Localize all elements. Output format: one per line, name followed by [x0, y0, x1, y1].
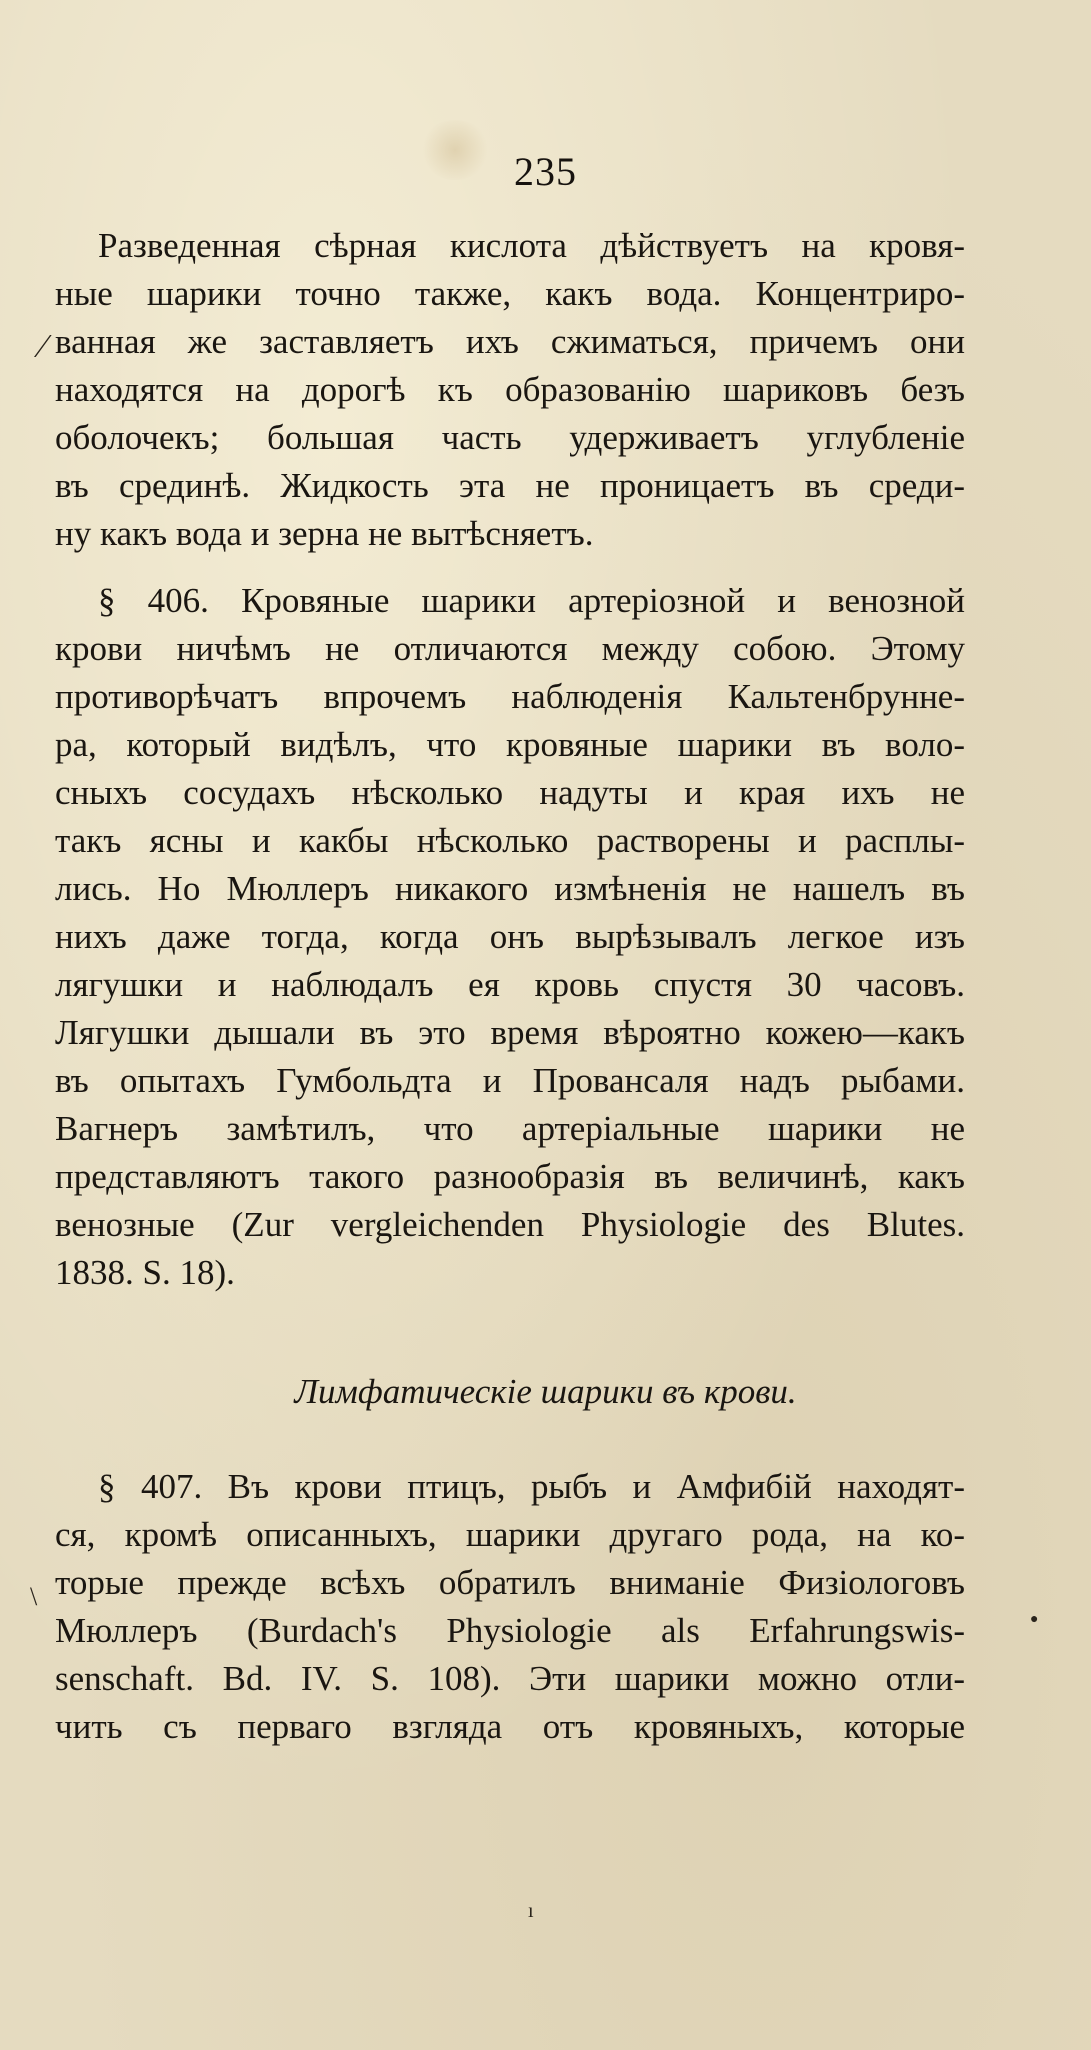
text-line: венозные (Zur vergleichenden Physiologie des Blutes. [55, 1205, 965, 1244]
margin-mark: ⁄ [40, 328, 46, 365]
ink-speck: ● [1030, 1612, 1039, 1627]
text-line: крови ничѣмъ не отличаются между собою. Этому [55, 629, 965, 668]
text-line: сныхъ сосудахъ нѣсколько надуты и края ихъ не [55, 773, 965, 812]
ink-speck: \ [30, 1582, 38, 1611]
text-line: въ опытахъ Гумбольдта и Провансаля надъ рыбами. [55, 1061, 965, 1100]
page-number: 235 [514, 149, 577, 194]
text-line: § 406. Кровяные шарики артеріозной и венозной [98, 581, 965, 620]
text-line: ванная же заставляетъ ихъ сжиматься, причемъ они [55, 322, 965, 361]
text-line: нихъ даже тогда, когда онъ вырѣзывалъ легкое изъ [55, 917, 965, 956]
text-line: лягушки и наблюдалъ ея кровь спустя 30 часовъ. [55, 965, 965, 1004]
text-line: § 407. Въ крови птицъ, рыбъ и Амфибій находят- [98, 1467, 965, 1506]
ink-speck: ı [528, 1900, 534, 1922]
text-line: 1838. S. 18). [55, 1253, 235, 1292]
section-heading: Лимфатическіе шарики въ крови. [294, 1372, 797, 1411]
text-line: чить съ перваго взгляда отъ кровяныхъ, которые [55, 1707, 965, 1746]
text-line: оболочекъ; большая часть удерживаетъ углубленіе [55, 418, 965, 457]
text-line: противорѣчатъ впрочемъ наблюденія Кальтенбрунне- [55, 677, 965, 716]
text-line: Вагнеръ замѣтилъ, что артеріальные шарики не [55, 1109, 965, 1148]
text-line: находятся на дорогѣ къ образованію шариковъ безъ [55, 370, 965, 409]
text-line: senschaft. Bd. IV. S. 108). Эти шарики можно отли- [55, 1659, 965, 1698]
text-line: въ срединѣ. Жидкость эта не проницаетъ въ среди- [55, 466, 965, 505]
text-line: ся, кромѣ описанныхъ, шарики другаго рода, на ко- [55, 1515, 965, 1554]
text-line: Разведенная сѣрная кислота дѣйствуетъ на кровя- [98, 226, 965, 265]
text-line: ну какъ вода и зерна не вытѣсняетъ. [55, 514, 594, 553]
text-line: Мюллеръ (Burdach's Physiologie als Erfahrungswis- [55, 1611, 965, 1650]
text-line: лись. Но Мюллеръ никакого измѣненія не нашелъ въ [55, 869, 965, 908]
text-line: Лягушки дышали въ это время вѣроятно кожею—какъ [55, 1013, 965, 1052]
text-line: представляютъ такого разнообразія въ величинѣ, какъ [55, 1157, 965, 1196]
text-line: такъ ясны и какбы нѣсколько растворены и расплы- [55, 821, 965, 860]
text-line: торые прежде всѣхъ обратилъ вниманіе Физіологовъ [55, 1563, 965, 1602]
text-line: ные шарики точно также, какъ вода. Концентриро- [55, 274, 965, 313]
text-line: ра, который видѣлъ, что кровяные шарики въ воло- [55, 725, 965, 764]
